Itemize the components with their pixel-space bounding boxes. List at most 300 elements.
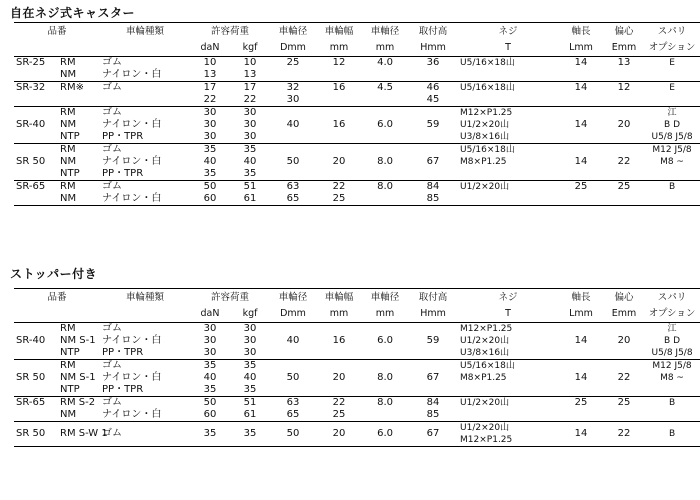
spec-table-1 (14, 22, 700, 206)
cell-offset (604, 347, 644, 360)
cell-width: 20 (316, 422, 362, 447)
cell-offset: 20 (617, 119, 631, 130)
cell-len (558, 360, 604, 373)
cell-dia: 63 (286, 181, 300, 192)
header-load: 許容荷重 (190, 289, 270, 307)
cell-code: NM (58, 69, 100, 82)
cell-code: RM※ (60, 82, 84, 93)
cell-dan: 50 (203, 181, 217, 192)
cell-spring (644, 409, 700, 422)
cell-offset: 20 (617, 335, 631, 346)
cell-axle (362, 69, 408, 82)
header-len-unit: Lmm (558, 41, 604, 57)
header-kgf: kgf (230, 307, 270, 323)
table-row (14, 168, 700, 181)
header-width-unit: mm (316, 41, 362, 57)
cell-width (316, 168, 362, 181)
header-part: 品番 (14, 289, 100, 307)
table-row (14, 193, 700, 206)
cell-width (316, 94, 362, 107)
table-row (14, 107, 700, 120)
table-row (14, 57, 700, 70)
cell-len: 14 (574, 335, 588, 346)
cell-dia: 65 (270, 409, 316, 422)
cell-len: 14 (574, 57, 588, 68)
header-axle-unit: mm (362, 307, 408, 323)
cell-len (558, 144, 604, 157)
header-wheel-dia: 車輪径 (270, 23, 316, 41)
cell-kgf: 35 (230, 168, 270, 181)
header-height: 取付高 (408, 23, 458, 41)
cell-kgf: 51 (243, 181, 257, 192)
cell-axle (362, 107, 408, 120)
cell-len: 14 (574, 82, 588, 93)
cell-offset: 13 (617, 57, 631, 68)
cell-type: ナイロン・白 (102, 156, 162, 167)
header-offset-unit: Emm (604, 41, 644, 57)
cell-axle: 6.0 (362, 422, 408, 447)
cell-dia: 30 (270, 94, 316, 107)
cell-code: RM (60, 107, 76, 118)
cell-offset (604, 107, 644, 120)
cell-screw (458, 384, 558, 397)
cell-kgf: 61 (230, 193, 270, 206)
header-screw: ネジ (458, 23, 558, 41)
cell-kgf: 30 (243, 119, 257, 130)
table-row (14, 94, 700, 107)
cell-screw (458, 168, 558, 181)
cell-screw: M8×P1.25 (460, 157, 507, 167)
cell-dan: 40 (203, 156, 217, 167)
cell-dan: 35 (203, 144, 217, 155)
cell-axle (362, 94, 408, 107)
cell-axle: 8.0 (377, 372, 393, 383)
cell-spring: 江 (667, 324, 677, 334)
cell-len: 14 (574, 372, 588, 383)
cell-offset: 22 (617, 156, 631, 167)
cell-offset: 12 (617, 82, 631, 93)
cell-axle (362, 384, 408, 397)
cell-screw (458, 69, 558, 82)
cell-dia (270, 323, 316, 336)
spec-table-2 (14, 288, 700, 447)
cell-part: SR 50 (16, 156, 46, 167)
cell-axle (362, 144, 408, 157)
header-dia-unit: Dmm (270, 307, 316, 323)
header-wheel-type: 車輪種類 (100, 23, 190, 41)
cell-height (408, 168, 458, 181)
cell-len (558, 347, 604, 360)
cell-type: ナイロン・白 (102, 372, 162, 383)
cell-part: SR 50 (14, 422, 58, 447)
cell-screw: U1/2×20山 (460, 336, 510, 346)
cell-height: 67 (408, 422, 458, 447)
cell-type: ゴム (102, 397, 123, 408)
cell-spring: B (668, 182, 676, 192)
cell-code: NM S-1 (60, 372, 96, 383)
table-row (14, 82, 700, 95)
cell-type: PP・TPR (100, 384, 190, 397)
cell-height (408, 360, 458, 373)
cell-part (14, 193, 58, 206)
cell-height: 36 (426, 57, 440, 68)
cell-height: 46 (426, 82, 440, 93)
cell-offset (604, 131, 644, 144)
cell-screw (458, 94, 558, 107)
cell-offset (604, 409, 644, 422)
cell-spring (644, 193, 700, 206)
header-axle-unit: mm (362, 41, 408, 57)
table-row (14, 335, 700, 347)
cell-dia (270, 360, 316, 373)
cell-height: 67 (426, 372, 440, 383)
cell-spring (644, 94, 700, 107)
cell-len (558, 94, 604, 107)
cell-dia: 40 (286, 119, 300, 130)
table-row (14, 422, 700, 447)
cell-axle (362, 360, 408, 373)
cell-code: NM (60, 156, 77, 167)
cell-axle (362, 347, 408, 360)
cell-type: ゴム (102, 144, 123, 155)
header-spring-sub: オプション (644, 41, 700, 57)
cell-type: ゴム (102, 107, 123, 118)
cell-len (558, 409, 604, 422)
header-height: 取付高 (408, 289, 458, 307)
cell-code: RM (60, 57, 76, 68)
cell-kgf: 10 (243, 57, 257, 68)
cell-part (14, 131, 58, 144)
cell-len (558, 323, 604, 336)
table-row (14, 372, 700, 384)
cell-dia: 50 (270, 422, 316, 447)
cell-kgf: 35 (243, 360, 257, 371)
cell-width (316, 347, 362, 360)
cell-offset (604, 94, 644, 107)
cell-part (14, 323, 58, 336)
cell-spring: M12 J5/8 (652, 361, 692, 371)
cell-code: RM (60, 144, 76, 155)
cell-screw: U5/16×18山 (460, 58, 515, 68)
cell-type: ナイロン・白 (100, 69, 190, 82)
cell-part (14, 144, 58, 157)
cell-dan: 35 (203, 360, 217, 371)
header-dan: daN (190, 307, 230, 323)
cell-height: 84 (426, 397, 440, 408)
cell-width: 25 (316, 193, 362, 206)
cell-offset (604, 193, 644, 206)
cell-dia: 25 (286, 57, 300, 68)
cell-code (58, 94, 100, 107)
header-axle-dia: 車軸径 (362, 23, 408, 41)
cell-type: ゴム (102, 57, 123, 68)
cell-axle: 4.0 (377, 57, 393, 68)
cell-code: NM (58, 193, 100, 206)
cell-spring: 江 (667, 108, 677, 118)
cell-kgf: 35 (230, 384, 270, 397)
cell-len: 25 (574, 181, 588, 192)
cell-kgf: 40 (243, 372, 257, 383)
cell-offset (604, 360, 644, 373)
cell-code: RM (60, 181, 76, 192)
cell-screw: U3/8×16山 (458, 347, 558, 360)
cell-dia: 50 (286, 372, 300, 383)
header-screw-unit: T (458, 41, 558, 57)
cell-len (558, 193, 604, 206)
table-row (14, 144, 700, 157)
cell-code: NM (60, 119, 77, 130)
table-row (14, 384, 700, 397)
cell-part: SR-25 (16, 57, 46, 68)
cell-code: RM S-2 (60, 397, 96, 408)
cell-width: 16 (332, 119, 346, 130)
header-wheel-type: 車輪種類 (100, 289, 190, 307)
cell-width (316, 69, 362, 82)
cell-kgf: 30 (243, 323, 257, 334)
cell-code: NTP (58, 347, 100, 360)
cell-screw: U1/2×20山 (460, 398, 510, 408)
cell-dan: 50 (203, 397, 217, 408)
cell-part (14, 69, 58, 82)
table-row (14, 69, 700, 82)
header-axle-len: 軸長 (558, 289, 604, 307)
cell-offset: 25 (617, 181, 631, 192)
header-kgf: kgf (230, 41, 270, 57)
cell-dan: 22 (190, 94, 230, 107)
cell-screw: M8×P1.25 (460, 373, 507, 383)
cell-len (558, 168, 604, 181)
cell-part: SR-65 (16, 181, 46, 192)
header-spring-sub: オプション (644, 307, 700, 323)
cell-dia: 40 (286, 335, 300, 346)
cell-dia (270, 69, 316, 82)
cell-offset (604, 168, 644, 181)
cell-type: ナイロン・白 (100, 409, 190, 422)
cell-kgf: 30 (243, 107, 257, 118)
cell-type: PP・TPR (100, 347, 190, 360)
cell-dia: 50 (286, 156, 300, 167)
header-width-unit: mm (316, 307, 362, 323)
cell-height (408, 107, 458, 120)
header-height-unit: Hmm (408, 41, 458, 57)
cell-spring (644, 69, 700, 82)
cell-spring: B D (664, 120, 681, 130)
cell-type (100, 94, 190, 107)
cell-len: 25 (574, 397, 588, 408)
cell-axle (362, 409, 408, 422)
cell-axle: 4.5 (377, 82, 393, 93)
cell-height: 85 (408, 193, 458, 206)
cell-code: NM S-1 (60, 335, 96, 346)
cell-width: 12 (332, 57, 346, 68)
cell-offset: 22 (604, 422, 644, 447)
cell-len (558, 69, 604, 82)
section2-title: ストッパー付き (10, 267, 98, 281)
cell-type: PP・TPR (100, 168, 190, 181)
header-height-unit: Hmm (408, 307, 458, 323)
cell-type: ゴム (102, 181, 123, 192)
cell-dan: 30 (203, 323, 217, 334)
table-row (14, 131, 700, 144)
cell-spring: U5/8 J5/8 (644, 131, 700, 144)
table-row (14, 156, 700, 168)
cell-part (14, 94, 58, 107)
cell-part (14, 384, 58, 397)
cell-axle: 8.0 (377, 397, 393, 408)
header-wheel-width: 車輪幅 (316, 289, 362, 307)
cell-height: 45 (408, 94, 458, 107)
cell-width (316, 131, 362, 144)
cell-kgf: 30 (230, 131, 270, 144)
header-wheel-dia: 車輪径 (270, 289, 316, 307)
cell-dia (270, 384, 316, 397)
cell-code: NTP (58, 168, 100, 181)
header-part: 品番 (14, 23, 100, 41)
cell-width (316, 107, 362, 120)
cell-type: ゴム (102, 82, 123, 93)
cell-type: PP・TPR (100, 131, 190, 144)
header-screw: ネジ (458, 289, 558, 307)
cell-part (14, 360, 58, 373)
cell-kgf: 35 (230, 422, 270, 447)
header-len-unit: Lmm (558, 307, 604, 323)
cell-width (316, 384, 362, 397)
cell-width: 20 (332, 156, 346, 167)
cell-offset (604, 323, 644, 336)
cell-offset (604, 144, 644, 157)
cell-offset (604, 384, 644, 397)
section1-title: 自在ネジ式キャスター (10, 6, 136, 20)
cell-height: 59 (426, 335, 440, 346)
cell-dia (270, 144, 316, 157)
cell-kgf: 30 (230, 347, 270, 360)
cell-screw: U3/8×16山 (458, 131, 558, 144)
cell-spring: E (669, 58, 675, 68)
cell-len: 14 (558, 422, 604, 447)
cell-spring: B (668, 398, 676, 408)
cell-len (558, 131, 604, 144)
cell-offset: 22 (617, 372, 631, 383)
cell-height: 84 (426, 181, 440, 192)
cell-dan: 30 (190, 131, 230, 144)
cell-dan: 30 (203, 107, 217, 118)
cell-code: RM S-W 1 (58, 422, 100, 447)
cell-screw: U1/2×20山 (460, 120, 510, 130)
cell-height (408, 131, 458, 144)
cell-type: ナイロン・白 (102, 119, 162, 130)
cell-axle (362, 168, 408, 181)
cell-width (316, 323, 362, 336)
cell-len: 14 (574, 119, 588, 130)
cell-code: NTP (58, 131, 100, 144)
header-spring: スパリ (644, 289, 700, 307)
cell-kgf: 35 (243, 144, 257, 155)
cell-dan: 10 (203, 57, 217, 68)
cell-width (316, 144, 362, 157)
cell-height: 67 (426, 156, 440, 167)
cell-width: 16 (332, 82, 346, 93)
cell-width: 22 (332, 181, 346, 192)
cell-dan: 13 (190, 69, 230, 82)
cell-part: SR-32 (16, 82, 46, 93)
cell-code: NM (58, 409, 100, 422)
cell-offset (604, 69, 644, 82)
header-offset-unit: Emm (604, 307, 644, 323)
cell-spring: M8 ~ (660, 373, 684, 383)
cell-screw: U5/16×18山 (460, 83, 515, 93)
cell-len: 14 (574, 156, 588, 167)
table-row (14, 360, 700, 373)
cell-spring: U5/8 J5/8 (644, 347, 700, 360)
header-wheel-width: 車輪幅 (316, 23, 362, 41)
cell-code: NTP (58, 384, 100, 397)
cell-screw (458, 193, 558, 206)
cell-dan: 35 (190, 384, 230, 397)
cell-part: SR-40 (16, 335, 46, 346)
header-spring: スパリ (644, 23, 700, 41)
cell-dia: 32 (286, 82, 300, 93)
cell-width: 16 (332, 335, 346, 346)
table-row (14, 119, 700, 131)
cell-spring: E (669, 83, 675, 93)
cell-width: 25 (316, 409, 362, 422)
cell-part: SR-40 (16, 119, 46, 130)
header-offset: 偏心 (604, 23, 644, 41)
cell-dan: 30 (190, 347, 230, 360)
cell-dan: 17 (203, 82, 217, 93)
cell-dia (270, 347, 316, 360)
cell-screw (458, 409, 558, 422)
header-dia-unit: Dmm (270, 41, 316, 57)
cell-height (408, 384, 458, 397)
cell-part (14, 409, 58, 422)
cell-width: 22 (332, 397, 346, 408)
header-axle-dia: 車軸径 (362, 289, 408, 307)
cell-part: SR 50 (16, 372, 46, 383)
cell-screw: U1/2×20山 M12×P1.25 (458, 422, 558, 447)
cell-screw: U5/16×18山 (460, 145, 515, 155)
cell-kgf: 61 (230, 409, 270, 422)
cell-dan: 35 (190, 168, 230, 181)
cell-dan: 30 (203, 119, 217, 130)
cell-screw: M12×P1.25 (460, 108, 513, 118)
cell-axle: 8.0 (377, 156, 393, 167)
cell-spring (644, 168, 700, 181)
cell-height: 59 (426, 119, 440, 130)
cell-len (558, 107, 604, 120)
table-row (14, 397, 700, 410)
cell-height (408, 69, 458, 82)
cell-height (408, 323, 458, 336)
header-dan: daN (190, 41, 230, 57)
cell-kgf: 30 (243, 335, 257, 346)
cell-dia (270, 168, 316, 181)
cell-type: ゴム (102, 323, 123, 334)
cell-type: ナイロン・白 (102, 335, 162, 346)
cell-height: 85 (408, 409, 458, 422)
cell-dan: 60 (190, 409, 230, 422)
cell-height (408, 144, 458, 157)
cell-code: RM (60, 360, 76, 371)
cell-kgf: 40 (243, 156, 257, 167)
header-offset: 偏心 (604, 289, 644, 307)
cell-kgf: 22 (230, 94, 270, 107)
cell-spring: M8 ~ (660, 157, 684, 167)
cell-screw: U1/2×20山 (460, 182, 510, 192)
cell-axle: 6.0 (377, 119, 393, 130)
cell-code: RM (60, 323, 76, 334)
cell-spring: B (644, 422, 700, 447)
